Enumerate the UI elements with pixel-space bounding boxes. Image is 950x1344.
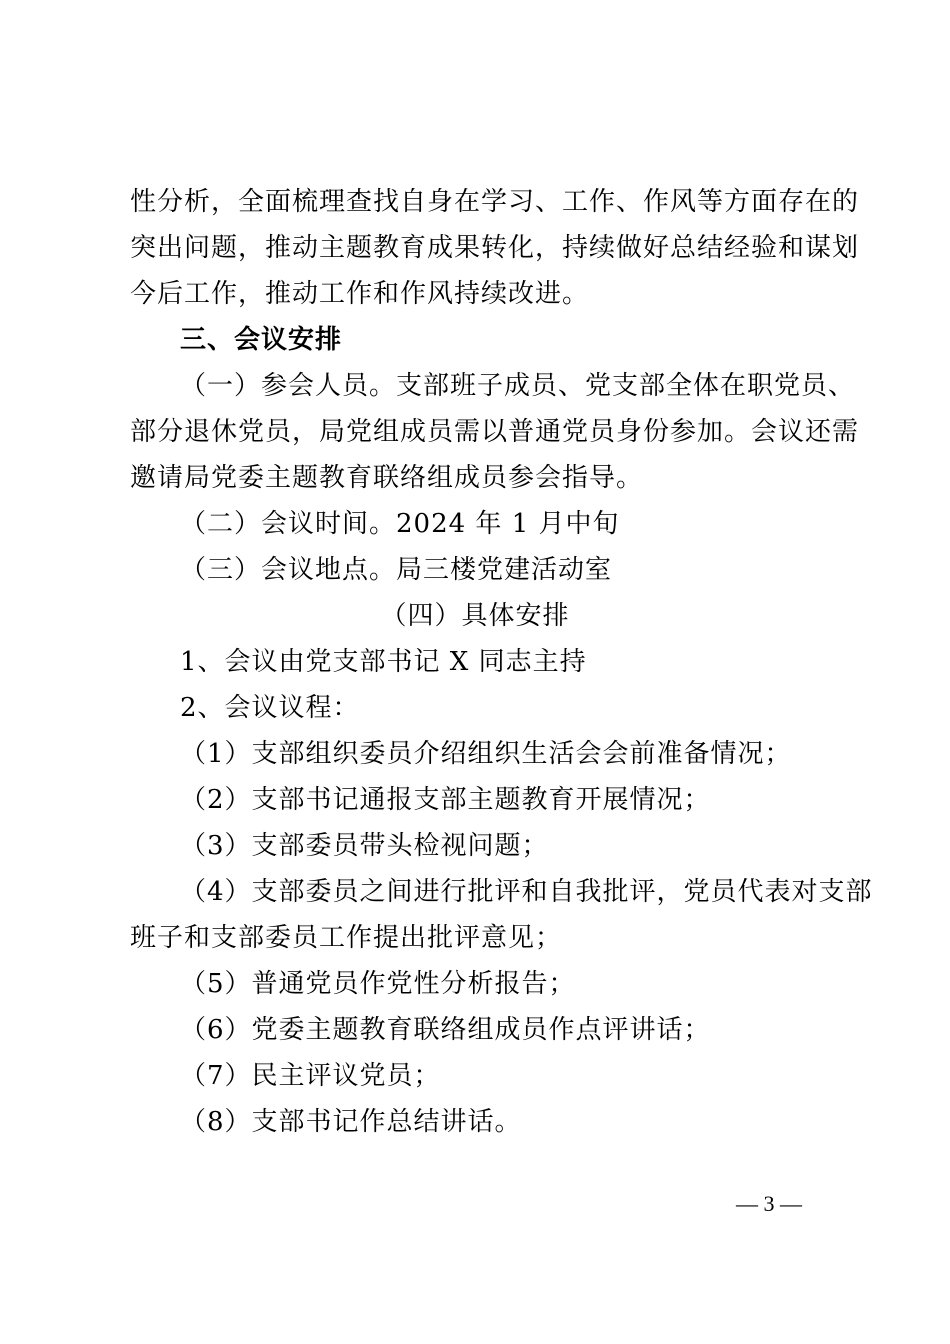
agenda-item: （3）支部委员带头检视问题； <box>180 831 549 861</box>
host-item: 1、会议由党支部书记 X 同志主持 <box>180 647 587 677</box>
agenda-item: （6）党委主题教育联络组成员作点评讲话； <box>180 1015 711 1045</box>
agenda-heading: 2、会议议程： <box>180 693 360 723</box>
agenda-item-continued: 班子和支部委员工作提出批评意见； <box>130 923 563 953</box>
body-line: 性分析，全面梳理查找自身在学习、工作、作风等方面存在的 <box>130 187 860 217</box>
agenda-item: （1）支部组织委员介绍组织生活会会前准备情况； <box>180 739 792 769</box>
meeting-time: （二）会议时间。2024 年 1 月中旬 <box>180 509 620 539</box>
meeting-place: （三）会议地点。局三楼党建活动室 <box>180 555 613 585</box>
agenda-item: （8）支部书记作总结讲话。 <box>180 1107 522 1137</box>
section-title: 三、会议安排 <box>180 325 343 355</box>
body-line: 突出问题，推动主题教育成果转化，持续做好总结经验和谋划 <box>130 233 860 263</box>
attendees-line: 部分退休党员，局党组成员需以普通党员身份参加。会议还需 <box>130 417 860 447</box>
arrangement-title: （四）具体安排 <box>380 601 570 631</box>
attendees-line: 邀请局党委主题教育联络组成员参会指导。 <box>130 463 644 493</box>
agenda-item: （2）支部书记通报支部主题教育开展情况； <box>180 785 711 815</box>
page-number: — 3 — <box>736 1191 802 1216</box>
agenda-item: （7）民主评议党员； <box>180 1061 441 1091</box>
agenda-item: （5）普通党员作党性分析报告； <box>180 969 576 999</box>
body-line: 今后工作，推动工作和作风持续改进。 <box>130 279 590 309</box>
agenda-item: （4）支部委员之间进行批评和自我批评，党员代表对支部 <box>180 877 873 907</box>
attendees-line: （一）参会人员。支部班子成员、党支部全体在职党员、 <box>180 371 856 401</box>
